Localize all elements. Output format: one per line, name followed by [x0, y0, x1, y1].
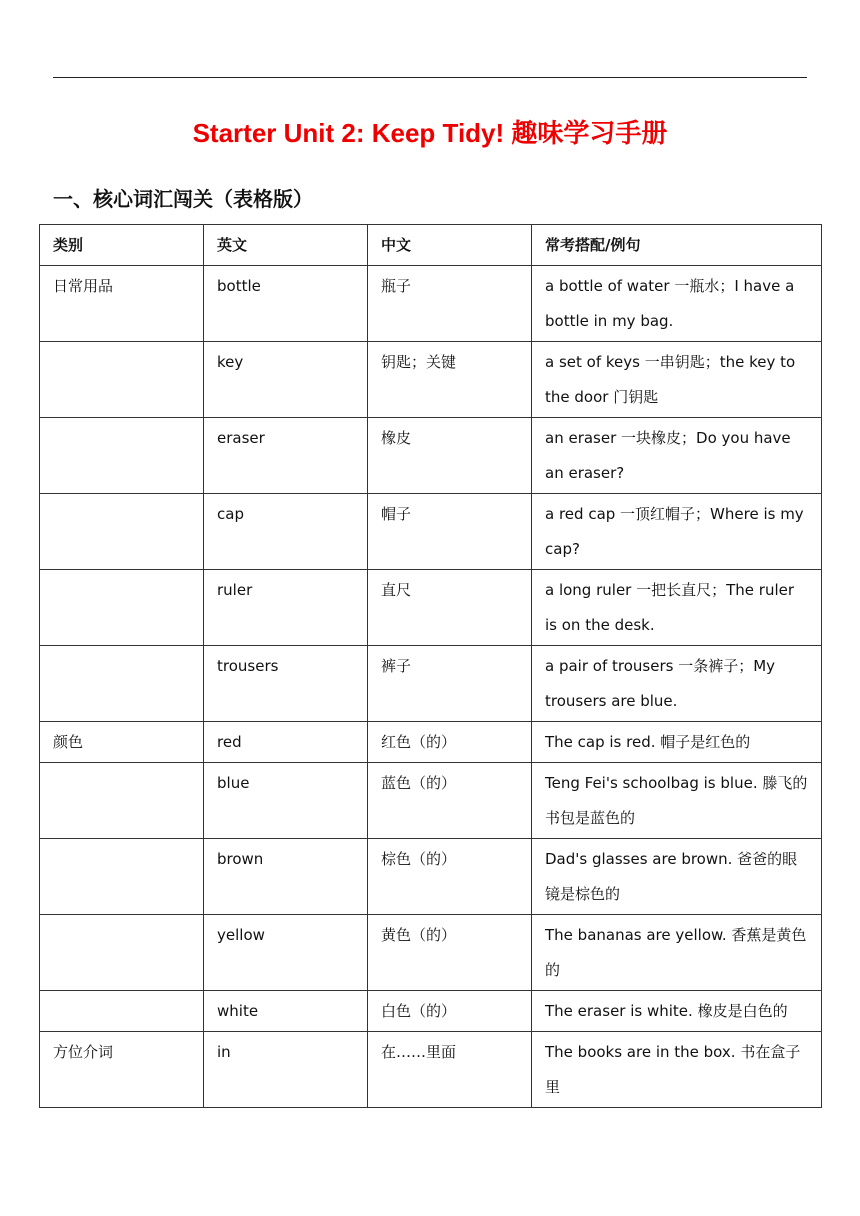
table-row [40, 722, 822, 763]
vocabulary-table [39, 224, 822, 1108]
cell-chinese: 橡皮 [368, 418, 532, 494]
table-row [40, 991, 822, 1032]
cell-example: a bottle of water 一瓶水；I have a bottle in my bag. [532, 266, 822, 342]
header-category: 类别 [40, 225, 204, 266]
table-row [40, 418, 822, 494]
cell-example: a set of keys 一串钥匙；the key to the door 门钥匙 [532, 342, 822, 418]
cell-category [40, 646, 204, 722]
cell-example: The eraser is white. 橡皮是白色的 [532, 991, 822, 1032]
cell-chinese: 钥匙；关键 [368, 342, 532, 418]
table-row [40, 494, 822, 570]
cell-english: ruler [204, 570, 368, 646]
cell-category [40, 342, 204, 418]
cell-chinese: 红色（的） [368, 722, 532, 763]
cell-chinese: 帽子 [368, 494, 532, 570]
table-row [40, 1032, 822, 1108]
table-row [40, 342, 822, 418]
cell-chinese: 黄色（的） [368, 915, 532, 991]
cell-example: Teng Fei's schoolbag is blue. 滕飞的书包是蓝色的 [532, 763, 822, 839]
cell-chinese: 瓶子 [368, 266, 532, 342]
cell-chinese: 裤子 [368, 646, 532, 722]
cell-category [40, 915, 204, 991]
table-row [40, 266, 822, 342]
cell-english: yellow [204, 915, 368, 991]
section-heading: 一、核心词汇闯关（表格版） [53, 187, 313, 211]
cell-example: a pair of trousers 一条裤子；My trousers are blue. [532, 646, 822, 722]
cell-category [40, 839, 204, 915]
cell-example: a red cap 一顶红帽子；Where is my cap? [532, 494, 822, 570]
table-row [40, 839, 822, 915]
table-row [40, 763, 822, 839]
table-row [40, 915, 822, 991]
cell-english: in [204, 1032, 368, 1108]
document-title: Starter Unit 2: Keep Tidy! 趣味学习手册 [192, 118, 668, 148]
table-row [40, 646, 822, 722]
cell-english: white [204, 991, 368, 1032]
cell-english: key [204, 342, 368, 418]
cell-chinese: 蓝色（的） [368, 763, 532, 839]
cell-category: 方位介词 [40, 1032, 204, 1108]
cell-english: trousers [204, 646, 368, 722]
cell-english: bottle [204, 266, 368, 342]
cell-example: Dad's glasses are brown. 爸爸的眼镜是棕色的 [532, 839, 822, 915]
cell-example: an eraser 一块橡皮；Do you have an eraser? [532, 418, 822, 494]
cell-english: blue [204, 763, 368, 839]
header-rule [53, 77, 807, 78]
cell-chinese: 白色（的） [368, 991, 532, 1032]
cell-chinese: 直尺 [368, 570, 532, 646]
cell-category [40, 763, 204, 839]
cell-category: 颜色 [40, 722, 204, 763]
cell-example: The books are in the box. 书在盒子里 [532, 1032, 822, 1108]
cell-english: red [204, 722, 368, 763]
cell-category [40, 991, 204, 1032]
cell-category [40, 494, 204, 570]
cell-english: cap [204, 494, 368, 570]
cell-example: The bananas are yellow. 香蕉是黄色的 [532, 915, 822, 991]
cell-english: brown [204, 839, 368, 915]
cell-category: 日常用品 [40, 266, 204, 342]
cell-category [40, 418, 204, 494]
cell-chinese: 在……里面 [368, 1032, 532, 1108]
table-row [40, 570, 822, 646]
cell-example: The cap is red. 帽子是红色的 [532, 722, 822, 763]
cell-category [40, 570, 204, 646]
cell-example: a long ruler 一把长直尺；The ruler is on the desk. [532, 570, 822, 646]
table-header-row [40, 225, 822, 266]
header-example: 常考搭配/例句 [532, 225, 822, 266]
header-english: 英文 [204, 225, 368, 266]
header-chinese: 中文 [368, 225, 532, 266]
cell-chinese: 棕色（的） [368, 839, 532, 915]
cell-english: eraser [204, 418, 368, 494]
